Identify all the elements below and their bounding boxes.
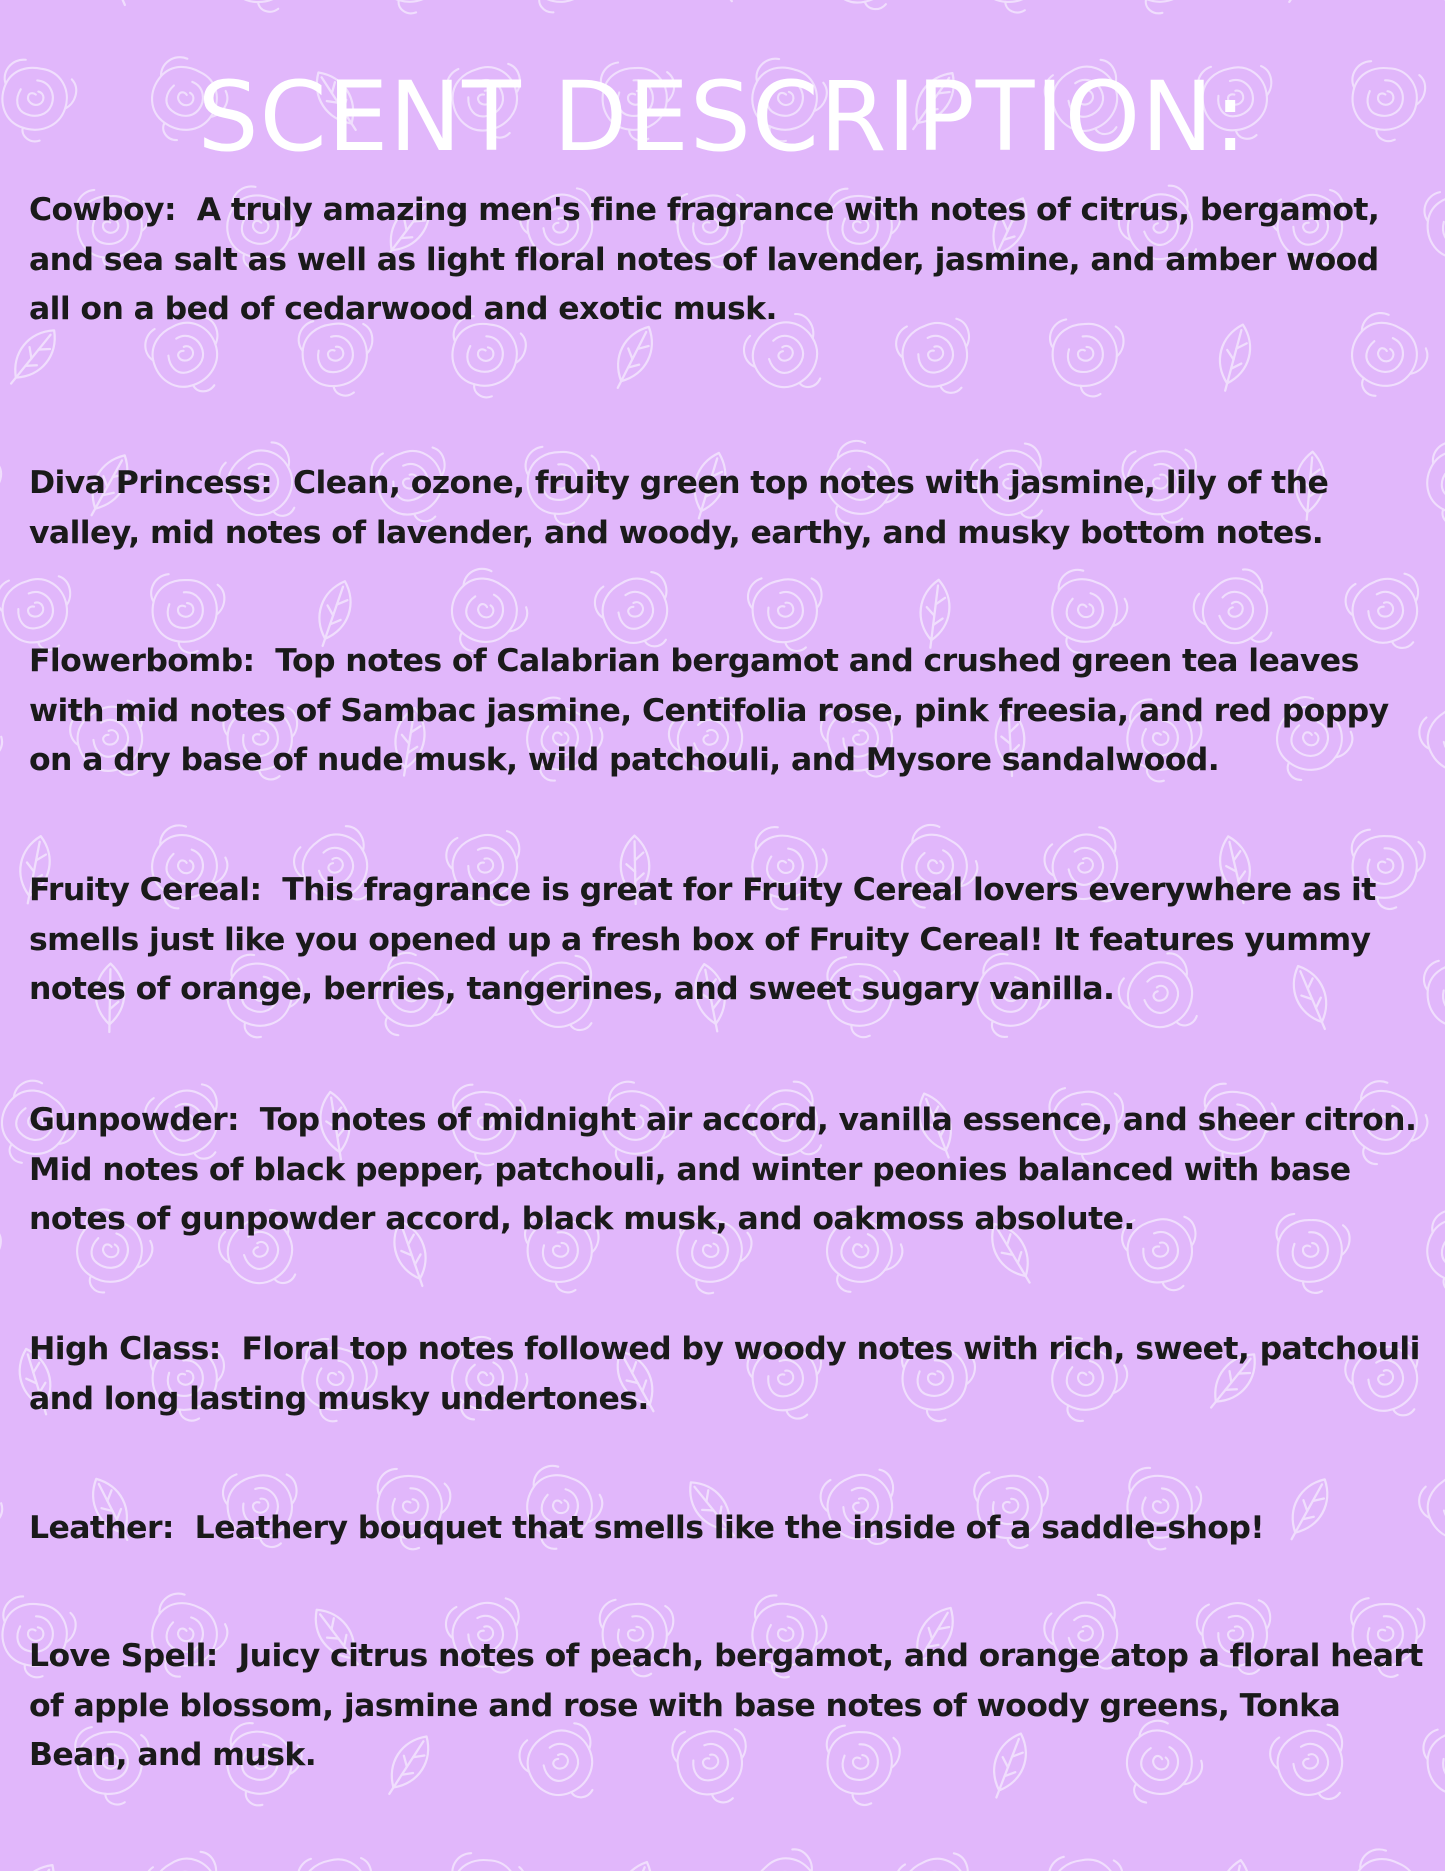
scent-description: Top notes of Calabrian bergamot and crushed green tea leaves with mid notes of Sambac jasmine, Centifolia rose, pink freesia, and red poppy on a dry base of nude musk, wild patchouli, and Mysore sandalwood. <box>29 643 1389 778</box>
scent-entry-gunpowder <box>29 1096 1424 1245</box>
scent-name: Flowerbomb: <box>29 643 255 679</box>
scent-entry-high-class <box>29 1325 1424 1424</box>
scent-name: Leather: <box>29 1510 174 1546</box>
scent-name: Diva Princess: <box>29 465 273 501</box>
scent-description: Clean, ozone, fruity green top notes with jasmine, lily of the valley, mid notes of lavender, and woody, earthy, and musky bottom notes. <box>29 465 1329 551</box>
scent-entry-fruity-cereal <box>29 866 1424 1015</box>
scent-description: Juicy citrus notes of peach, bergamot, and orange atop a floral heart of apple blossom, jasmine and rose with base notes of woody greens, Tonka Bean, and musk. <box>29 1638 1423 1773</box>
scent-description: Leathery bouquet that smells like the inside of a saddle-shop! <box>194 1510 1265 1546</box>
scent-entry-flowerbomb <box>29 637 1424 786</box>
scent-entry-cowboy <box>29 186 1424 335</box>
scent-entry-diva-princess <box>29 459 1424 558</box>
scent-name: High Class: <box>29 1331 221 1367</box>
scent-name: Love Spell: <box>29 1638 218 1674</box>
scent-description: A truly amazing men's fine fragrance with notes of citrus, bergamot, and sea salt as well as light floral notes of lavender, jasmine, and amber wood all on a bed of cedarwood and exotic musk. <box>29 192 1380 327</box>
scent-description: Floral top notes followed by woody notes with rich, sweet, patchouli and long lasting musky undertones. <box>29 1331 1420 1417</box>
scent-description: This fragrance is great for Fruity Cereal lovers everywhere as it smells just like you opened up a fresh box of Fruity Cereal! It features yummy notes of orange, berries, tangerines, and sweet sugary vanilla. <box>29 872 1376 1007</box>
scent-entry-love-spell <box>29 1632 1424 1781</box>
scent-description: Top notes of midnight air accord, vanilla essence, and sheer citron. Mid notes of black pepper, patchouli, and winter peonies balanced with base notes of gunpowder accord, black musk, and oakmoss absolute. <box>29 1102 1417 1237</box>
page-title: SCENT DESCRIPTION: <box>197 61 1248 173</box>
scent-entry-leather <box>29 1504 1424 1554</box>
scent-name: Cowboy: <box>29 192 176 228</box>
scent-name: Fruity Cereal: <box>29 872 262 908</box>
scent-name: Gunpowder: <box>29 1102 240 1138</box>
